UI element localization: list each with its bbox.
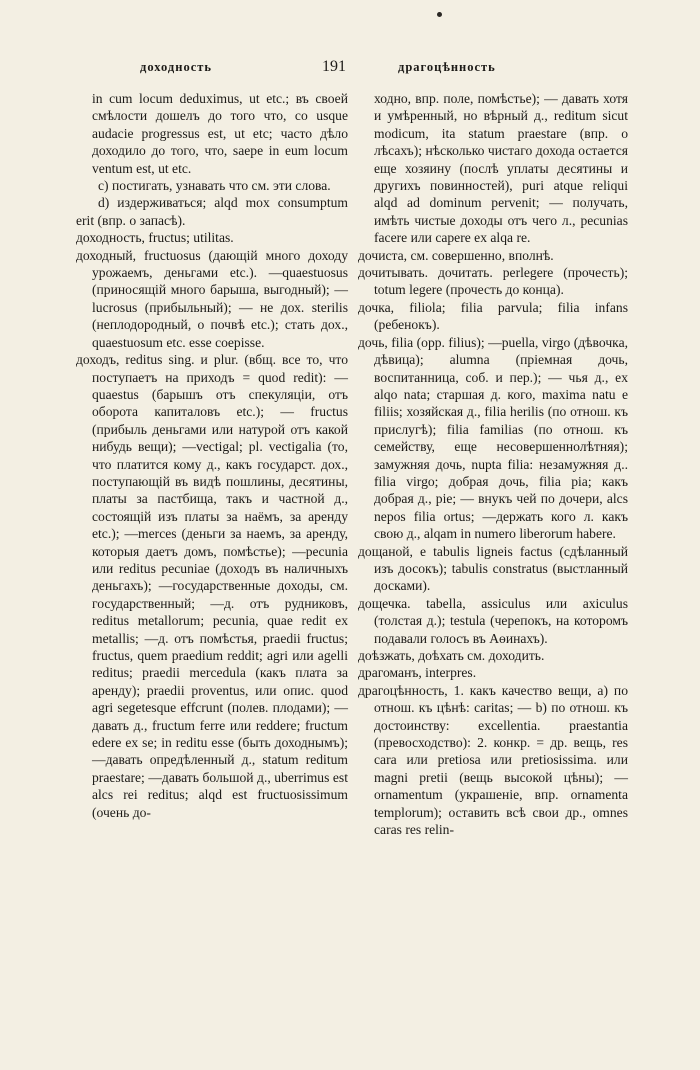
left-column [76,90,348,821]
dictionary-entry: ходно, впр. поле, помѣстье); — давать хотя и умѣренный, но вѣрный д., reditum sicut modicum, ita statum praestare (впр. о лѣсахъ); нѣсколько чистаго дохода остается еще хозяину (послѣ уплаты десятины и другихъ повинностей), puri atque reliqui alqd ad dominum pervenit; — получать, имѣть чистые доходы отъ чего л., pecunias facere или capere ex alqa re. [374,91,628,246]
dictionary-entry: драгоцѣнность, 1. какъ качество вещи, а) по отнош. къ цѣнѣ: caritas; — b) по отнош. къ достоинству: excellentia. praestantia (превосходство): 2. конкр. = др. вещь, res cara или pretiosa или pretiosissima. или magni pretii (вещь высокой цѣны); —ornamentum (украшеніе, впр. ornamenta templorum); оставить всѣ свои др., omnes caras res relin- [358,682,628,838]
dictionary-entry: c) постигать, узнавать что см. эти слова. [98,178,331,194]
right-column [358,90,628,838]
dictionary-entry: доходность, fructus; utilitas. [76,230,234,246]
dictionary-entry: доѣзжать, доѣхать см. доходить. [358,648,545,663]
header-left-word: доходность [140,60,212,74]
dictionary-entry: дощечка. tabella, assiculus или axiculus (толстая д.); testula (черепокъ, на которомъ подавали голосъ въ Аѳинахъ). [358,595,628,646]
dictionary-entry: дочь, filia (opp. filius); —puella, virgo (дѣвочка, дѣвица); alumna (пріемная дочь, воспитанница, соб. и пер.); — чья д., ex alqo nata; старшая д. кого, maxima natu e filiis; хозяйская д., filia herilis (по отнош. къ прислугѣ); filia familias (по отнош. къ семейству, еще несовершеннолѣтняя); замужняя дочь, nupta filia: незамужняя д.. filia virgo; добрая дочь, filia pia; какъ добрая д., pie; — внукъ чей по дочери, alcs nepos filia ortus; —держать кого л. какъ свою д., alqam in numero liberorum habere. [358,334,628,542]
dictionary-entry: дочка, filiola; filia parvula; filia infans (ребенокъ). [358,299,628,333]
header-right-word: драгоцѣнность [398,60,496,74]
page-number: 191 [322,58,346,75]
dictionary-entry: драгоманъ, interpres. [358,665,477,681]
dictionary-entry: d) издерживаться; alqd mox consumptum erit (впр. о запасѣ). [76,195,348,228]
dictionary-entry: дочитывать. дочитать. perlegere (прочесть); totum legere (прочесть до конца). [358,265,628,298]
dictionary-entry: доходъ, reditus sing. и plur. (вбщ. все то, что поступаетъ на приходъ = quod redit): — quaestus (барышъ отъ спекуляціи, отъ оборота капиталовъ etc.); — fructus (прибыль деньгами или натурой отъ какой нибудь вещи); —vectigal; pl. vectigalia (то, что платится кому д., какъ государст. дох., поступающій въ видѣ пошлины, десятины, платы за пастбища, такъ и частной д., состоящій изъ платы за наёмъ, за аренду etc.); —merces (деньги за наемъ, за аренду, которыя даетъ домъ, помѣстье); —pecunia или reditus pecuniae (доходъ въ наличныхъ деньгахъ); —государственные доходы, см. государственный; —д. отъ рудниковъ, reditus metallorum; pecunia, quae redit ex metallis; —д. отъ помѣстья, praedii fructus; fructus, quem praedium reddit; agri или agelli reditus; praedii mercedula (какъ плата за аренду); praedii proventus, или опис. quod agri segetesque effcrunt (полев. плодами); — давать д., fructum ferre или reddere; fructum edere ex se; in reditu esse (быть доходнымъ); —давать опредѣленный д., statum reditum praestare; —давать большой д., uberrimus est alcs rei reditus; alqd est fructuosissimum (очень до- [76,352,348,820]
dictionary-entry: дощаной, e tabulis ligneis factus (сдѣланный изъ досокъ); tabulis constratus (выстланный досками). [358,543,628,594]
page-header [0,60,700,82]
dictionary-entry: доходный, fructuosus (дающій много доходу урожаемъ, деньгами etc.). —quaestuosus (приносящій много барыша, выгодный); — lucrosus (прибыльный); — не дох. sterilis (неплодородный, о почвѣ etc.); стать дох., quaestuosum etc. esse coepisse. [76,247,348,350]
dictionary-entry: дочиста, см. совершенно, вполнѣ. [358,247,554,263]
dictionary-entry: in cum locum deduximus, ut etc.; въ своей смѣлости дошелъ до того что, со usque audacie progressus est, ut etc; часто дѣло доходило до того, что, saepe in eum locum ventum est, ut etc. [92,91,348,176]
ink-dot [437,12,442,17]
